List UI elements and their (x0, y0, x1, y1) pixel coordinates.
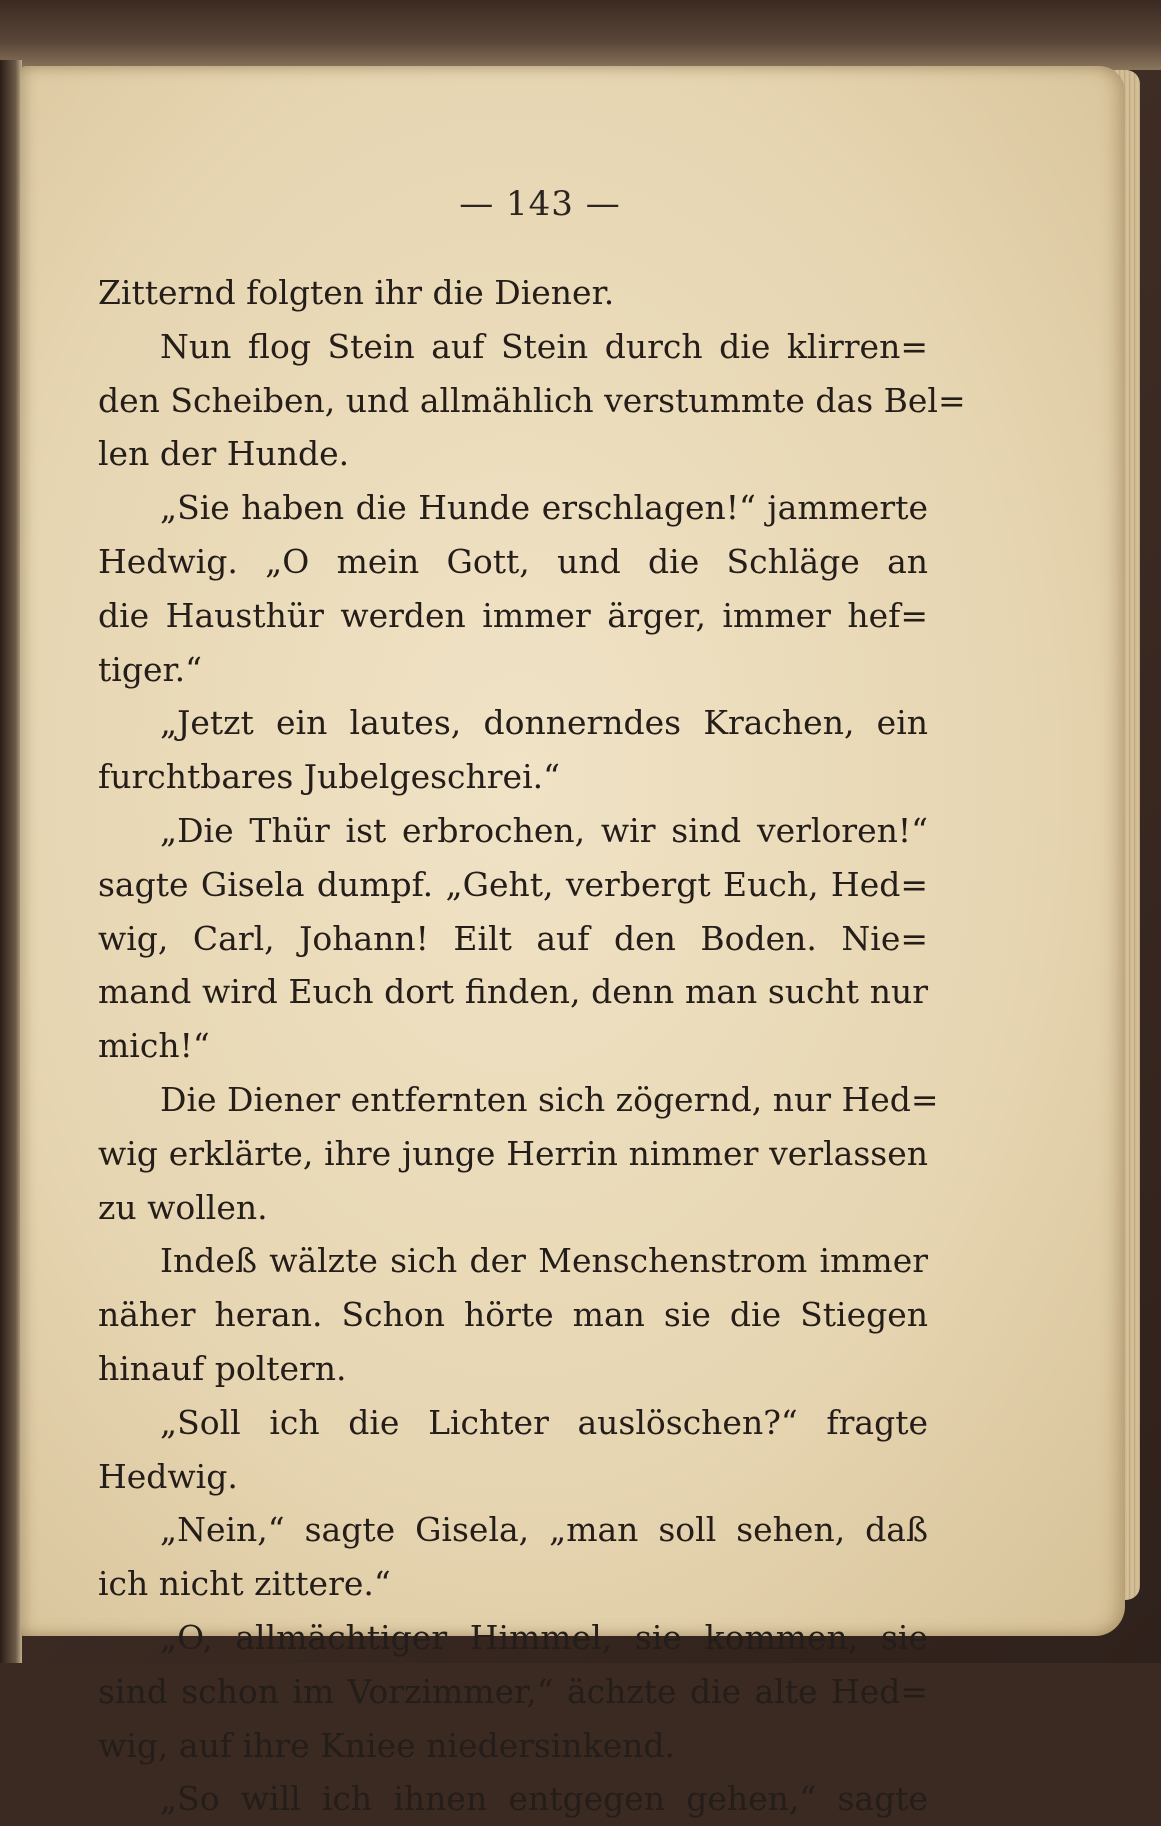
text-line: näher heran. Schon hörte man sie die Stiegen (98, 1295, 928, 1335)
text-line: Hedwig. (98, 1456, 238, 1496)
text-line: die Hausthür werden immer ärger, immer hef= (98, 595, 928, 635)
text-line: Indeß wälzte sich der Menschenstrom immer (160, 1241, 928, 1281)
text-line: den Scheiben, und allmählich verstummte das Bel= (98, 380, 966, 420)
book-cover-top-edge (0, 0, 1161, 70)
text-line: wig erklärte, ihre junge Herrin nimmer verlassen (98, 1133, 928, 1173)
text-line: „So will ich ihnen entgegen gehen,“ sagte (160, 1779, 928, 1819)
text-line: zu wollen. (98, 1187, 268, 1227)
text-line: „Jetzt ein lautes, donnerndes Krachen, ein (160, 703, 928, 743)
text-line: Nun flog Stein auf Stein durch die klirren= (160, 326, 928, 366)
text-line: sind schon im Vorzimmer,“ ächzte die alte Hed= (98, 1671, 928, 1711)
text-line: len der Hunde. (98, 434, 350, 474)
text-line: hinauf poltern. (98, 1348, 347, 1388)
text-line: furchtbares Jubelgeschrei.“ (98, 757, 560, 797)
paper-page (20, 66, 1125, 1819)
page-number: — 143 — (459, 184, 621, 224)
text-line: „O, allmächtiger Himmel, sie kommen, sie (160, 1617, 928, 1657)
text-line: wig, auf ihre Kniee niedersinkend. (98, 1725, 676, 1765)
text-line: wig, Carl, Johann! Eilt auf den Boden. Nie= (98, 918, 928, 958)
text-line: tiger.“ (98, 649, 202, 689)
text-line: „Sie haben die Hunde erschlagen!“ jammerte (160, 488, 928, 528)
text-line: mich!“ (98, 1026, 210, 1066)
body-text (98, 266, 966, 1826)
text-line: ich nicht zittere.“ (98, 1564, 391, 1604)
text-line: Zitternd folgten ihr die Diener. (98, 273, 615, 312)
text-line: sagte Gisela dumpf. „Geht, verbergt Euch, Hed= (98, 864, 928, 904)
text-line: Hedwig. „O mein Gott, und die Schläge an (98, 541, 928, 581)
text-line: mand wird Euch dort finden, denn man sucht nur (98, 972, 928, 1012)
text-line: Die Diener entfernten sich zögernd, nur Hed= (160, 1079, 939, 1119)
text-line: „Soll ich die Lichter auslöschen?“ fragte (160, 1402, 928, 1442)
text-line: „Die Thür ist erbrochen, wir sind verloren!“ (160, 810, 928, 850)
book-spine-edge (0, 60, 22, 1663)
text-line: „Nein,“ sagte Gisela, „man soll sehen, daß (160, 1510, 928, 1550)
